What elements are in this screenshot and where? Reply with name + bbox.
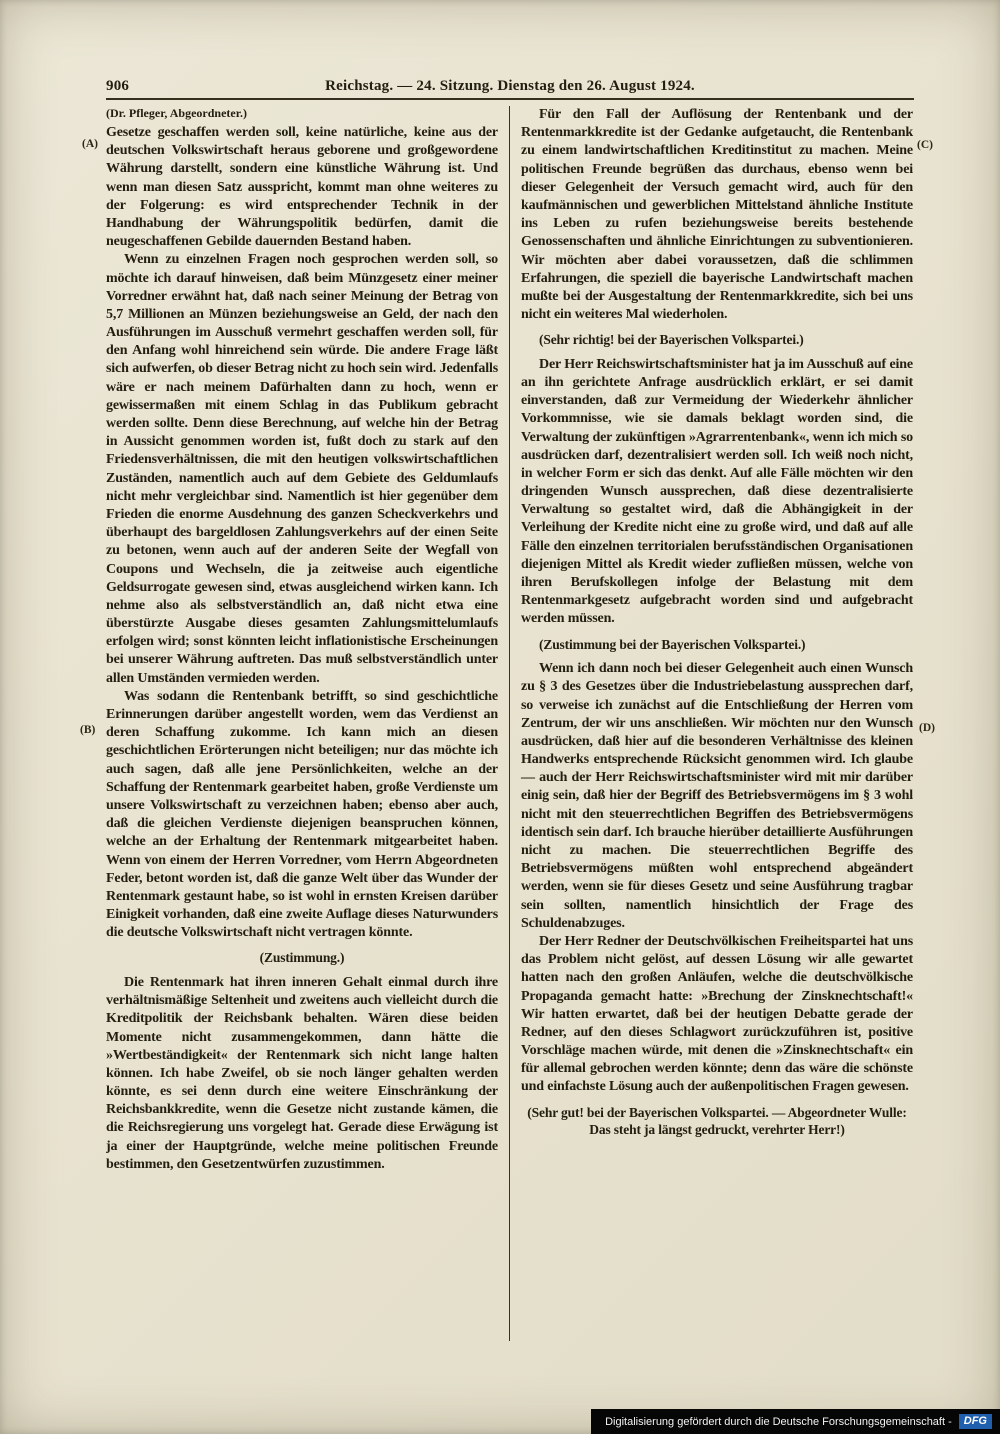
page-number: 906 — [106, 78, 130, 94]
paragraph: Wenn zu einzelnen Fragen noch gesprochen werden soll, so möchte ich darauf hinweisen, daß beim Münzgesetz einer meiner Vorredner erwähnt hat, daß nach seiner Meinung der Betrag von 5,7 Millionen an Münzen beziehungsweise an Geld, der nach den Ausführungen im Ausschuß vermehrt geschaffen werden soll, für den Anfang wohl hinreichend sein würde. Die andere Frage läßt sich aufwerfen, ob dieser Betrag nicht zu hoch sein wird. Jedenfalls wäre er nach meinem Dafürhalten dann zu hoch, wenn er gewissermaßen mit einem Schlag in das Publikum gebracht werden sollte. Denn diese Berechnung, auf welche hin der Betrag in Aussicht genommen worden ist, fußt doch zu stark auf den Friedensverhältnissen, die mit den heutigen volkswirtschaftlichen Zuständen, namentlich auch auf dem Gebiete des Geldumlaufs nicht mehr vergleichbar sind. Namentlich ist hier gegenüber dem Frieden die enorme Ausdehnung des ganzen Scheckverkehrs und überhaupt des bargeldlosen Zahlungsverkehrs auf der einen Seite zu betonen, wenn auch auf der anderen Seite der Wegfall von Coupons und Wechseln, die ja zeitweise auch eigentliche Geldsurrogate gewesen sind, etwas ausgleichend wirken kann. Ich nehme also als selbstverständlich an, daß nicht etwa eine überstürzte Ausgabe dieses gesamten Zahlungsmittelumlaufs erfolgen wird; sonst könnten leicht inflationistische Erscheinungen bei unserer Währung auftreten. Das muß selbstverständlich unter allen Umständen vermieden werden. — [106, 252, 498, 686]
right-column — [521, 106, 913, 1341]
page-content — [106, 78, 914, 1341]
paragraph: Die Rentenmark hat ihren inneren Gehalt einmal durch ihre verhältnismäßige Seltenheit und zweitens auch vielleicht durch die Kreditpolitik der Reichsbank behalten. Wären diese beiden Momente nicht zusammengekommen, dann hätte die »Wertbeständigkeit« der Rentenmark sich nicht lange halten können. Ich habe Zweifel, ob sie noch länger gehalten werden könnte, es sei denn durch eine weitere Einschränkung der Reichsbankkredite, wenn die Gesetze nicht zustande kämen, die die Reichsregierung uns vorgelegt hat. Gerade diese Erwägung ist ja einer der Hauptgründe, welche meine politischen Freunde bestimmen, den Gesetzentwürfen zuzustimmen. — [106, 974, 498, 1172]
speaker-note: (Dr. Pfleger, Abgeordneter.) — [106, 106, 247, 120]
paragraph: Für den Fall der Auflösung der Rentenbank und der Rentenmarkkredite ist der Gedanke aufgetaucht, die Rentenbank zu einem landwirtschaftlichen Kreditinstitut zu machen. Meine politischen Freunde begrüßen das durchaus, ebenso wenn bei dieser Gelegenheit der Versuch gemacht wird, auch für den kaufmännischen und gewerblichen Mittelstand ähnliche Institute ins Leben zu rufen beziehungsweise bereits bestehende Genossenschaften und ähnliche Einrichtungen zu subventionieren. Wir möchten aber dabei voraussetzen, daß die schlimmen Erfahrungen, die speziell die bayerische Landwirtschaft machen mußte bei der Ausgestaltung der Rentenmarkkredite, sich bei uns nicht ein weiteres Mal wiederholen. — [521, 107, 913, 323]
paragraph: Der Herr Reichswirtschaftsminister hat ja im Ausschuß auf eine an ihn gerichtete Anfrage ausdrücklich erklärt, er sei damit einverstanden, daß zur Vermeidung der Wiederkehr ähnlicher Vorkommnisse, wie sie damals beklagt worden sind, die Verwaltung der zukünftigen »Agrarrentenbank«, wenn ich mich so ausdrücken darf, dezentralisiert werden soll. Ich weiß noch nicht, in welcher Form er sich das denkt. Auf alle Fälle möchten wir den dringenden Wunsch aussprechen, daß diese dezentralisierte Verwaltung so gestaltet wird, daß die Abhängigkeit in der Verleihung der Kredite nicht eine zu große wird, und daß auf alle Fälle den einzelnen territorialen berufsständischen Organisationen diejenigen Mittel als Kredit wieder zufließen müssen, welche von ihren Berufskollegen infolge der Belastung mit dem Rentenmarkgesetz aufgebracht worden sind und aufgebracht werden müssen. — [521, 356, 913, 627]
credit-text: Digitalisierung gefördert durch die Deutsche Forschungsgemeinschaft - — [605, 1415, 952, 1428]
page-header — [106, 78, 914, 98]
interjection: (Zustimmung bei der Bayerischen Volkspartei.) — [539, 636, 806, 652]
paragraph: Was sodann die Rentenbank betrifft, so sind geschichtliche Erinnerungen darüber angestellt worden, wem das Verdienst an deren Schaffung zukomme. Ich kann mich an diesen geschichtlichen Erörterungen nicht beteiligen; nur das möchte ich auch sagen, daß alle jene Persönlichkeiten, welche an der Schaffung der Rentenmark gearbeitet haben, große Verdienste um unsere Volkswirtschaft zu verzeichnen haben; ebenso aber auch, daß die gleichen Verdienste diejenigen beanspruchen können, welche an der Erhaltung der Rentenmark mitgearbeitet haben. Wenn von einem der Herren Vorredner, vom Herrn Abgeordneten Feder, betont worden ist, daß die ganze Welt über das Wunder der Rentenmark gestaunt habe, so ist wohl in ernsten Kreisen darüber Einigkeit vorhanden, daß eine zweite Auflage dieses Naturwunders die deutsche Volkswirtschaft nicht vertragen könnte. — [106, 688, 498, 941]
margin-mark-b: (B) — [80, 724, 96, 736]
left-column — [106, 106, 498, 1341]
header-title: Reichstag. — 24. Sitzung. Dienstag den 26. August 1924. — [325, 78, 695, 94]
paragraph: Wenn ich dann noch bei dieser Gelegenheit auch einen Wunsch zu § 3 des Gesetzes über die Industriebelastung aussprechen darf, so verweise ich zunächst auf die Entschließung der Herren vom Zentrum, der wir uns anschließen. Wir möchten nur den Wunsch ausdrücken, daß hier auf die besonderen Verhältnisse des kleinen Handwerks entsprechende Rücksicht genommen wird. Ich glaube — auch der Herr Reichswirtschaftsminister wird mit mir darüber einig sein, daß hier der Begriff des Betriebsvermögens im § 3 wohl nicht mit den steuerrechtlichen Begriffen des Betriebsvermögens identisch sein darf. Ich brauche hierüber detaillierte Ausführungen nicht zu machen. Die steuerrechtlichen Begriffe des Betriebsvermögens müßten wohl entsprechend abgeändert werden, wenn sie für dieses Gesetz und seine Ausführung tragbar sein sollten, namentlich hinsichtlich der Frage des Schuldenabzuges. — [521, 661, 913, 931]
margin-mark-d: (D) — [919, 722, 935, 734]
interjection: (Sehr richtig! bei der Bayerischen Volkspartei.) — [539, 332, 804, 348]
margin-mark-c: (C) — [917, 139, 933, 151]
paragraph: Gesetze geschaffen werden soll, keine natürliche, keine aus der deutschen Volkswirtschaft heraus geborene und großgewordene Währung darstellt, sondern eine künstliche Währung ist. Und wenn man diesen Satz ausspricht, kommt man ohne weiteres zu der Folgerung: es wird entsprechender Technik in der Handhabung der Währungspolitik bedürfen, damit die neugeschaffenen Gebilde dauernden Bestand haben. — [106, 125, 498, 250]
digitization-credit-bar — [591, 1409, 1000, 1434]
header-rule — [106, 98, 914, 100]
margin-mark-a: (A) — [82, 138, 98, 150]
interjection: (Zustimmung.) — [259, 950, 345, 966]
interjection: (Sehr gut! bei der Bayerischen Volkspartei. — Abgeordneter Wulle: Das steht ja längst gedruckt, verehrter Herr!) — [527, 1104, 907, 1138]
paragraph: Der Herr Redner der Deutschvölkischen Freiheitspartei hat uns das Problem nicht gelöst, auf dessen Lösung wir alle gewartet hatten nach den großen Anläufen, welche die deutschvölkische Propaganda gemacht hatte: »Brechung der Zinsknechtschaft!« Wir hatten erwartet, daß bei der heutigen Debatte gerade der Redner, auf den dieses Schlagwort zurückzuführen ist, positive Vorschläge machen würde, mit denen die »Zinsknechtschaft« ein für allemal gebrochen werden könnte; denn das wäre die schönste und einfachste Lösung auch der außenpolitischen Fragen gewesen. — [521, 933, 913, 1095]
column-divider — [509, 106, 510, 1341]
dfg-logo: DFG — [959, 1414, 992, 1429]
text-columns — [106, 106, 914, 1341]
